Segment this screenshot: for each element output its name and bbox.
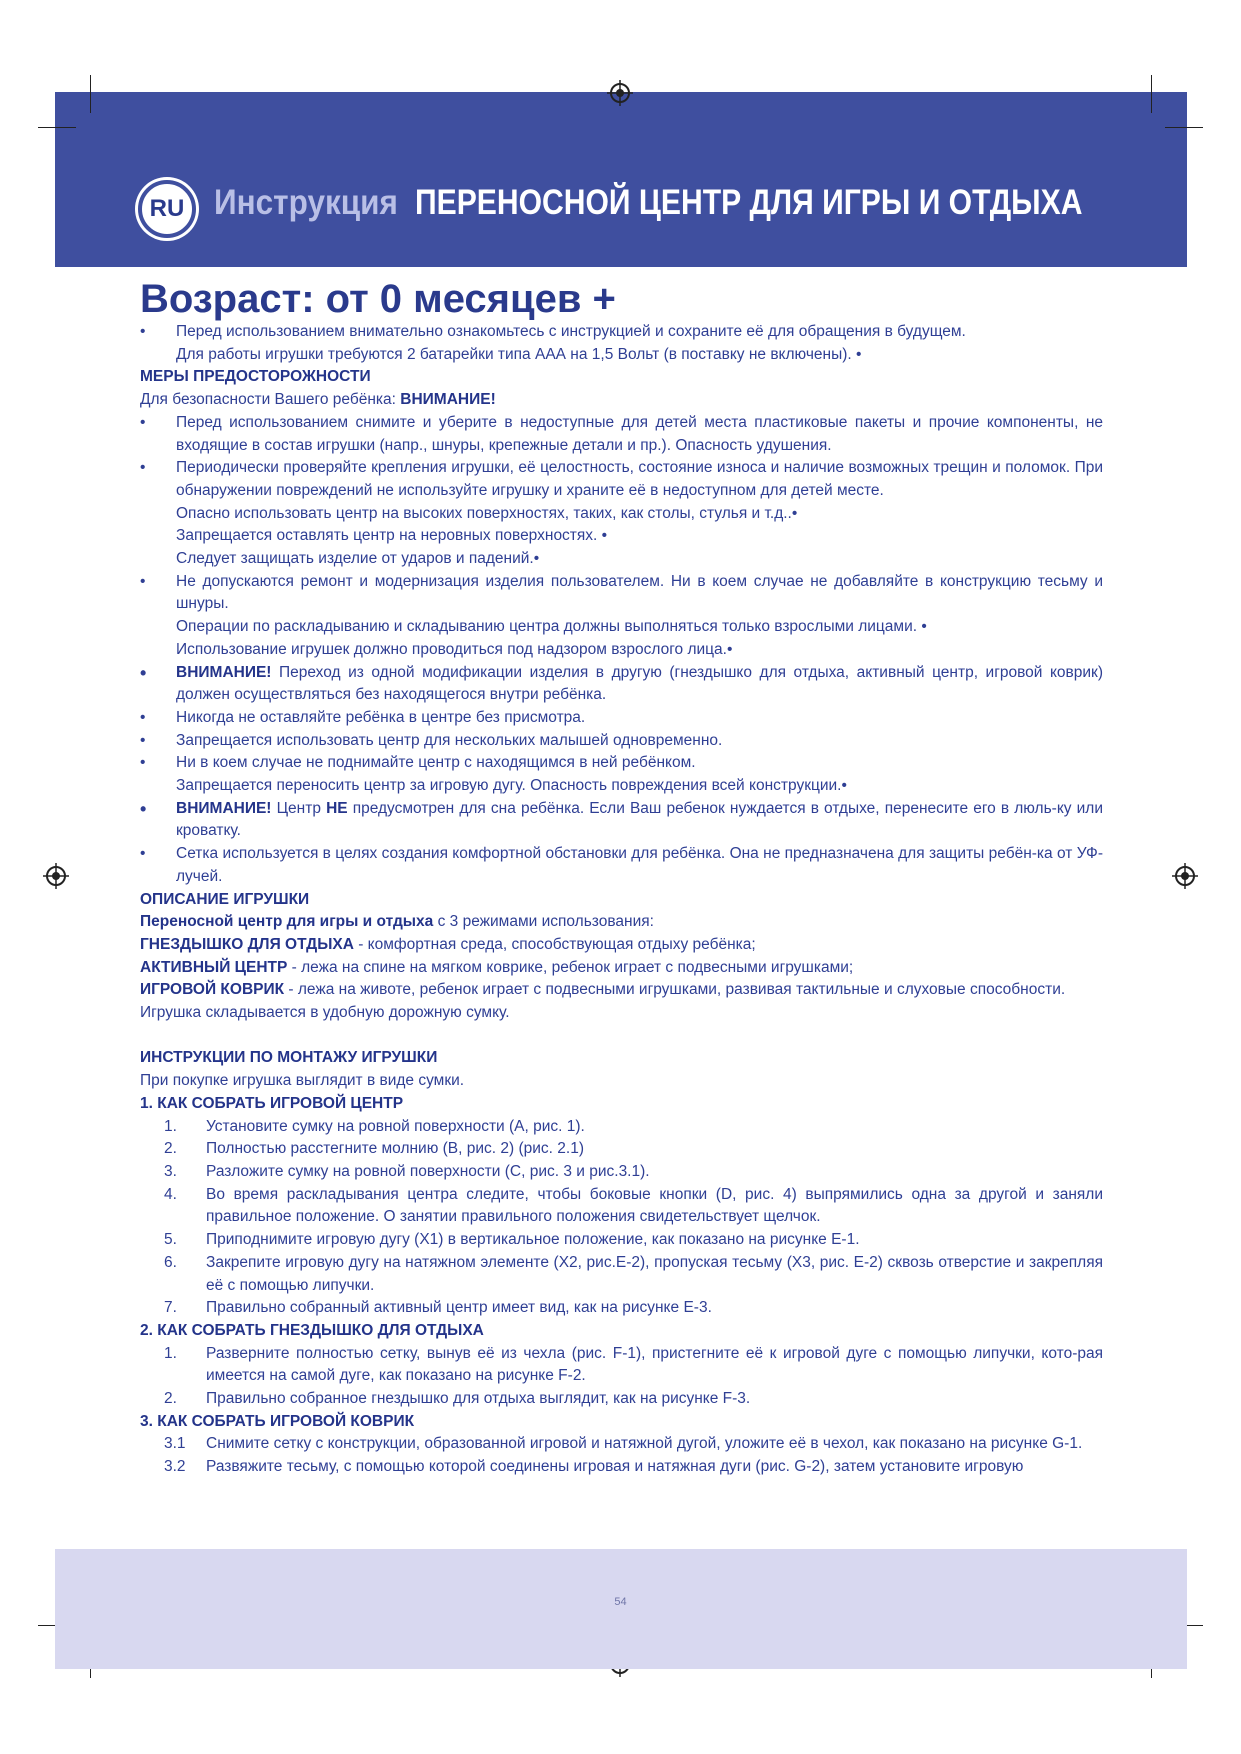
list-item: Операции по раскладыванию и складыванию центра должны выполняться только взрослыми лицами. • xyxy=(176,618,927,636)
item-text: Установите сумку на ровной поверхности (А, рис. 1). xyxy=(206,1117,585,1135)
item-text: Правильно собранное гнездышко для отдыха выглядит, как на рисунке F-3. xyxy=(206,1390,751,1408)
item-text: Во время раскладывания центра следите, чтобы боковые кнопки (D, рис. 4) выпрямились одна за другой и заняли правильное положение. О занятии правильного положения свидетельствует щелчок. xyxy=(206,1185,1103,1226)
list-item: Для работы игрушки требуются 2 батарейки типа ААА на 1,5 Вольт (в поставку не включены). • xyxy=(176,345,862,363)
registration-mark-icon xyxy=(43,863,69,889)
list-item: • Перед использованием снимите и уберите в недоступные для детей места пластиковые пакеты и прочие компоненты, не входящие в состав игрушки (напр., шнуры, крепежные детали и пр.). Опасность удушения. xyxy=(140,412,1103,457)
crop-mark xyxy=(90,75,91,113)
list-item: • Не допускаются ремонт и модернизация изделия пользователем. Ни в коем случае не добавляйте в конструкцию тесьму и шнуры. xyxy=(140,571,1103,616)
item-number: 3. xyxy=(164,1163,177,1180)
item-number: 1. xyxy=(164,1117,177,1135)
item-number: 4. xyxy=(164,1185,177,1203)
list-item: • Ни в коем случае не поднимайте центр с находящимся в ней ребёнком. xyxy=(140,752,1103,775)
numbered-list xyxy=(140,1433,1103,1478)
header-title: ПЕРЕНОСНОЙ ЦЕНТР ДЛЯ ИГРЫ И ОТДЫХА xyxy=(415,183,1083,222)
list-item: Опасно использовать центр на высоких поверхностях, таких, как столы, стулья и т.д..• xyxy=(176,504,798,522)
item-number: 1. xyxy=(164,1344,177,1362)
item-text: Разложите сумку на ровной поверхности (С, рис. 3 и рис.3.1). xyxy=(206,1163,650,1180)
item-number: 2. xyxy=(164,1140,177,1158)
section-heading: ОПИСАНИЕ ИГРУШКИ xyxy=(140,890,310,908)
subsection-heading: 1. КАК СОБРАТЬ ИГРОВОЙ ЦЕНТР xyxy=(140,1094,404,1112)
section-heading: ИНСТРУКЦИИ ПО МОНТАЖУ ИГРУШКИ xyxy=(140,1049,438,1067)
crop-mark xyxy=(1165,127,1203,128)
numbered-item xyxy=(140,1116,1103,1139)
item-number: 6. xyxy=(164,1253,177,1271)
numbered-item xyxy=(140,1252,1103,1297)
numbered-item xyxy=(140,1343,1103,1388)
paragraph: ГНЕЗДЫШКО ДЛЯ ОТДЫХА - комфортная среда, способствующая отдыху ребёнка; xyxy=(140,935,756,953)
language-badge: RU xyxy=(138,180,196,238)
paragraph: Игрушка складывается в удобную дорожную сумку. xyxy=(140,1004,510,1022)
item-text: Снимите сетку с конструкции, образованной игровой и натяжной дугой, уложите её в чехол, как показано на рисунке G-1. xyxy=(206,1435,1083,1453)
numbered-item xyxy=(140,1229,1103,1252)
crop-mark xyxy=(1151,75,1152,113)
numbered-list xyxy=(140,1116,1103,1320)
crop-mark xyxy=(38,127,76,128)
item-text: Закрепите игровую дугу на натяжном элементе (X2, рис.E-2), пропуская тесьму (X3, рис. E-2) сквозь отверстие и закрепляя её с помощью липучки. xyxy=(206,1253,1103,1294)
section-heading: МЕРЫ ПРЕДОСТОРОЖНОСТИ xyxy=(140,368,371,386)
registration-mark-icon xyxy=(607,80,633,106)
list-item: • Запрещается использовать центр для нескольких малышей одновременно. xyxy=(140,730,1103,753)
paragraph: При покупке игрушка выглядит в виде сумки. xyxy=(140,1072,465,1090)
list-item: Следует защищать изделие от ударов и падений.• xyxy=(176,550,540,568)
item-number: 2. xyxy=(164,1390,177,1408)
paragraph: ИГРОВОЙ КОВРИК - лежа на животе, ребенок играет с подвесными игрушками, развивая тактильные и слуховые способности. xyxy=(140,981,1066,999)
item-text: Приподнимите игровую дугу (X1) в вертикальное положение, как показано на рисунке E-1. xyxy=(206,1231,860,1249)
list-item: • Периодически проверяйте крепления игрушки, её целостность, состояние износа и наличие возможных трещин и поломок. При обнаружении повреждений не используйте игрушку и храните её в недоступном для детей месте. xyxy=(140,457,1103,502)
item-text: Развяжите тесьму, с помощью которой соединены игровая и натяжная дуги (рис. G-2), затем установите игровую xyxy=(206,1458,1024,1476)
item-number: 5. xyxy=(164,1231,177,1249)
paragraph: Для безопасности Вашего ребёнка: ВНИМАНИЕ! xyxy=(140,391,496,409)
numbered-item xyxy=(140,1388,1103,1411)
numbered-item xyxy=(140,1184,1103,1229)
subsection-heading: 2. КАК СОБРАТЬ ГНЕЗДЫШКО ДЛЯ ОТДЫХА xyxy=(140,1321,484,1339)
numbered-item xyxy=(140,1456,1103,1479)
list-item: • Перед использованием внимательно ознакомьтесь с инструкцией и сохраните её для обращения в будущем. xyxy=(140,321,1103,344)
list-item: Использование игрушек должно проводиться под надзором взрослого лица.• xyxy=(176,640,733,658)
item-text: Правильно собранный активный центр имеет вид, как на рисунке E-3. xyxy=(206,1299,712,1317)
item-number: 3.1 xyxy=(164,1435,186,1453)
list-item: • ВНИМАНИЕ! Переход из одной модификации изделия в другую (гнездышко для отдыха, активный центр, игровой коврик) должен осуществляться без находящегося внутри ребёнка. xyxy=(140,662,1103,707)
age-title: Возраст: от 0 месяцев + xyxy=(140,277,616,321)
item-number: 3.2 xyxy=(164,1458,186,1476)
numbered-item xyxy=(140,1161,1103,1184)
footer-band xyxy=(55,1549,1187,1669)
list-item: Запрещается переносить центр за игровую дугу. Опасность повреждения всей конструкции.• xyxy=(176,777,847,795)
document-body xyxy=(140,321,1103,1479)
page-number: 54 xyxy=(614,1596,627,1608)
numbered-list xyxy=(140,1343,1103,1411)
item-text: Полностью расстегните молнию (В, рис. 2) (рис. 2.1) xyxy=(206,1140,584,1158)
subsection-heading: 3. КАК СОБРАТЬ ИГРОВОЙ КОВРИК xyxy=(140,1412,415,1430)
list-item: • ВНИМАНИЕ! Центр НЕ предусмотрен для сна ребёнка. Если Ваш ребенок нуждается в отдыхе, перенесите его в люль-ку или кроватку. xyxy=(140,798,1103,843)
numbered-item xyxy=(140,1297,1103,1320)
list-item: • Сетка используется в целях создания комфортной обстановки для ребёнка. Она не предназначена для защиты ребён-ка от УФ-лучей. xyxy=(140,843,1103,888)
header-band xyxy=(55,92,1187,267)
item-number: 7. xyxy=(164,1299,177,1317)
header-label: Инструкция xyxy=(214,183,398,222)
list-item: • Никогда не оставляйте ребёнка в центре без присмотра. xyxy=(140,707,1103,730)
numbered-item xyxy=(140,1433,1103,1456)
numbered-item xyxy=(140,1138,1103,1161)
paragraph: Переносной центр для игры и отдыха с 3 режимами использования: xyxy=(140,913,654,931)
paragraph: АКТИВНЫЙ ЦЕНТР - лежа на спине на мягком коврике, ребенок играет с подвесными игрушками; xyxy=(140,958,854,976)
item-text: Разверните полностью сетку, вынув её из чехла (рис. F-1), пристегните её к игровой дуге с помощью липучки, кото-рая имеется на самой дуге, как показано на рисунке F-2. xyxy=(206,1344,1103,1385)
registration-mark-icon xyxy=(1172,863,1198,889)
list-item: Запрещается оставлять центр на неровных поверхностях. • xyxy=(176,527,608,545)
